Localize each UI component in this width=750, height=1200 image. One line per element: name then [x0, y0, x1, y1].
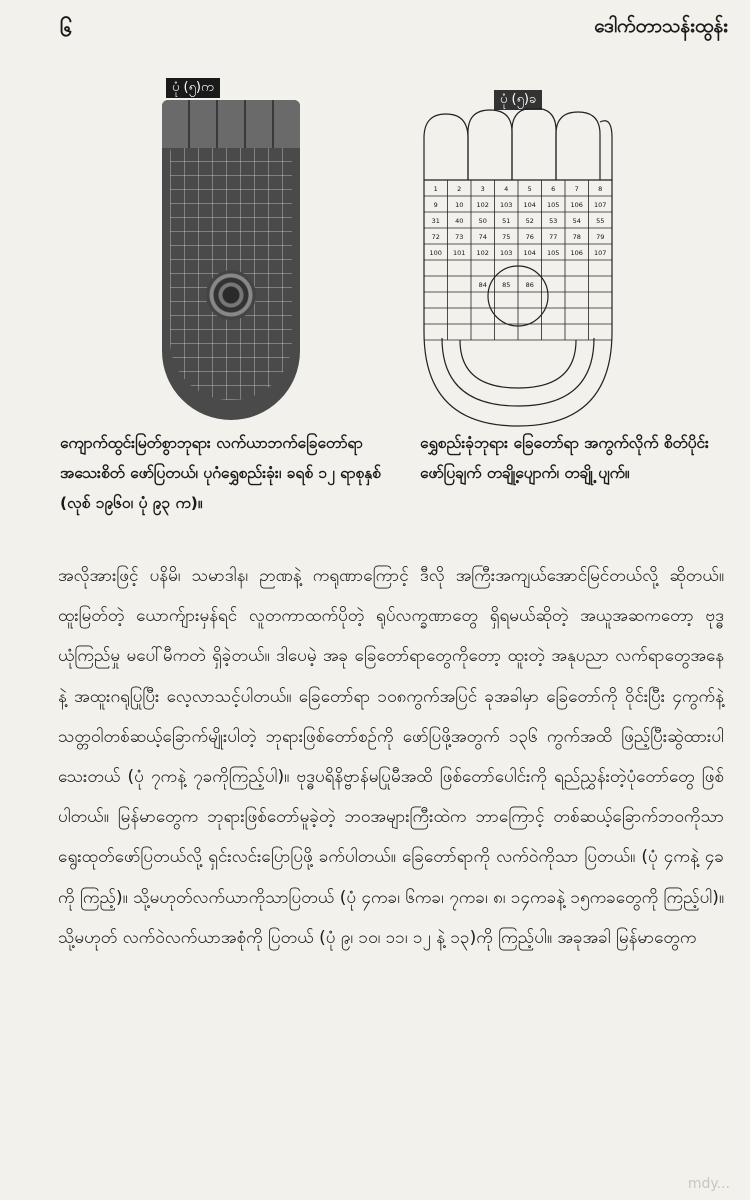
grid-cell-number: 52: [525, 217, 534, 225]
toe: [556, 112, 600, 180]
grid-cell-number: 72: [431, 233, 440, 241]
figure-left-label: ပုံ (၅)က: [166, 78, 220, 98]
toe: [424, 121, 612, 180]
grid-cell-number: 40: [455, 217, 464, 225]
footprint-photo: [162, 100, 300, 420]
sole-arc: [442, 338, 594, 406]
grid-cell-number: 85: [502, 281, 511, 289]
grid-cell-number: 8: [598, 185, 603, 193]
grid-cell-number: 106: [570, 201, 583, 209]
footprint-photo-toes: [162, 100, 300, 148]
grid-cell-number: 79: [596, 233, 605, 241]
grid-cell-number: 107: [594, 249, 607, 257]
grid-cell-number: 9: [433, 201, 438, 209]
grid-cell-number: 6: [551, 185, 556, 193]
grid-cell-number: 105: [547, 201, 560, 209]
grid-cell-number: 75: [502, 233, 511, 241]
grid-cell-number: 31: [431, 217, 440, 225]
page-number: ၆: [60, 17, 73, 42]
grid-cell-number: 106: [570, 249, 583, 257]
grid-cell-number: 104: [523, 201, 536, 209]
grid-cell-number: 5: [527, 185, 532, 193]
toe: [512, 108, 556, 180]
grid-cell-number: 77: [549, 233, 558, 241]
footprint-photo-wheel: [206, 270, 256, 320]
grid-cell-number: 104: [523, 249, 536, 257]
grid-cell-number: 74: [478, 233, 487, 241]
grid-cell-number: 7: [574, 185, 579, 193]
body-paragraph: အလိုအားဖြင့် ပနိမိ၊ သမာဒါန၊ ဉာဏနဲ့ ကရုဏာကြောင့် ဒီလို အကြီးအကျယ်အောင်မြင်တယ်လို့ ဆိုတယ်။ ထူးမြတ်တဲ့ ယောက်ျားမှန်ရင် လူတကာထက်ပိုတဲ့ ရုပ်လက္ခဏာတွေ ရှိရမယ်ဆိုတဲ့ အယူအဆကတော့ ဗုဒ္ဓယုံကြည်မှု မပေါ်မီကတဲ ရှိခဲ့တယ်။ ဒါပေမဲ့ အခု ခြေတော်ရာတွေကိုတော့ ထူးတဲ့ အနုပညာ လက်ရာတွေအနေနဲ့ အထူးဂရုပြုပြီး လေ့လာသင့်ပါတယ်။ ခြေတော်ရာ ၁၀၈ကွက်အပြင် ခုအခါမှာ ခြေတော်ကို ဝိုင်းပြီး ၄ကွက်နဲ့ သတ္တဝါတစ်ဆယ့်ခြောက်မျိုးပါတဲ့ ဘုရားဖြစ်တော်စဉ်ကို ဖော်ပြဖို့အတွက် ၁၃၆ ကွက်အထိ ဖြည့်ပြီးဆွဲထားပါသေးတယ် (ပုံ ၇ကနဲ့ ၇ခကိုကြည့်ပါ)။ ဗုဒ္ဓပရိနိဗ္ဗာန်မပြုမီအထိ ဖြစ်တော်ပေါင်းကို ရည်ညွှန်းတဲ့ပုံတော်တွေ ဖြစ်ပါတယ်။ မြန်မာတွေက ဘုရားဖြစ်တော်မူခဲ့တဲ့ ဘဝအများကြီးထဲက ဘာကြောင့် တစ်ဆယ့်ခြောက်ဘဝကိုသာ ရွေးထုတ်ဖော်ပြတယ်လို့ ရှင်းလင်းပြောပြဖို့ ခက်ပါတယ်။ ခြေတော်ရာကို လက်ဝဲကိုသာ ပြတယ်။ (ပုံ ၄ကနဲ့ ၄ခကို ကြည့်)။ သို့မဟုတ်လက်ယာကိုသာပြတယ် (ပုံ ၄ကခ၊ ၆ကခ၊ ၇ကခ၊ ၈၊ ၁၄ကခနဲ့ ၁၅ကခတွေကို ကြည့်ပါ)။ သို့မဟုတ် လက်ဝဲလက်ယာအစုံကို ပြတယ် (ပုံ ၉၊ ၁၀၊ ၁၁၊ ၁၂ နဲ့ ၁၃)ကို ကြည့်ပါ။ အခုအခါ မြန်မာတွေက: [58, 566, 724, 948]
running-title: ဒေါက်တာသန်းထွန်း: [594, 15, 728, 37]
grid-cell-number: 73: [455, 233, 464, 241]
figure-right-caption: ရွှေစည်းခုံဘုရား ခြေတော်ရာ အကွက်လိုက် စိတ်ပိုင်း ဖော်ပြချက် တချို့ပျောက်၊ တချို့ ပျက်။: [420, 434, 709, 482]
grid-cell-number: 1: [433, 185, 438, 193]
figure-left-caption: ကျောက်ထွင်းမြတ်စွာဘုရား လက်ယာဘက်ခြေတော်ရာ အသေးစိတ် ဖော်ပြတယ်၊ ပုဂံရွှေစည်းခုံး၊ ခရစ် ၁၂ ရာစုနှစ် (လုစ် ၁၉၆၀၊ ပုံ ၉၃ က)။: [60, 434, 381, 512]
grid-cell-number: 100: [429, 249, 442, 257]
grid-cell-number: 50: [478, 217, 487, 225]
footprint-diagram: [420, 108, 616, 430]
grid-cell-number: 53: [549, 217, 558, 225]
grid-cell-number: 76: [525, 233, 534, 241]
watermark: mdy...: [687, 1176, 730, 1192]
grid-cell-number: 2: [457, 185, 462, 193]
grid-cell-number: 101: [453, 249, 466, 257]
grid-cell-number: 55: [596, 217, 605, 225]
grid-cell-number: 78: [572, 233, 581, 241]
grid-cell-number: 105: [547, 249, 560, 257]
grid-cell-number: 103: [500, 201, 513, 209]
grid-cell-number: 107: [594, 201, 607, 209]
grid-cell-number: 102: [476, 249, 489, 257]
toe: [468, 110, 512, 180]
grid-cell-number: 103: [500, 249, 513, 257]
grid-cell-number: 4: [504, 185, 509, 193]
grid-cell-number: 102: [476, 201, 489, 209]
grid-cell-number: 51: [502, 217, 511, 225]
sole-arc: [460, 340, 576, 388]
figure-right-label: ပုံ (၅)ခ: [494, 90, 542, 110]
grid-cell-number: 54: [572, 217, 581, 225]
grid-cell-number: 86: [525, 281, 534, 289]
grid-cell-number: 3: [480, 185, 485, 193]
grid-cell-number: 84: [478, 281, 487, 289]
toe: [424, 114, 468, 180]
grid-cell-number: 10: [455, 201, 464, 209]
